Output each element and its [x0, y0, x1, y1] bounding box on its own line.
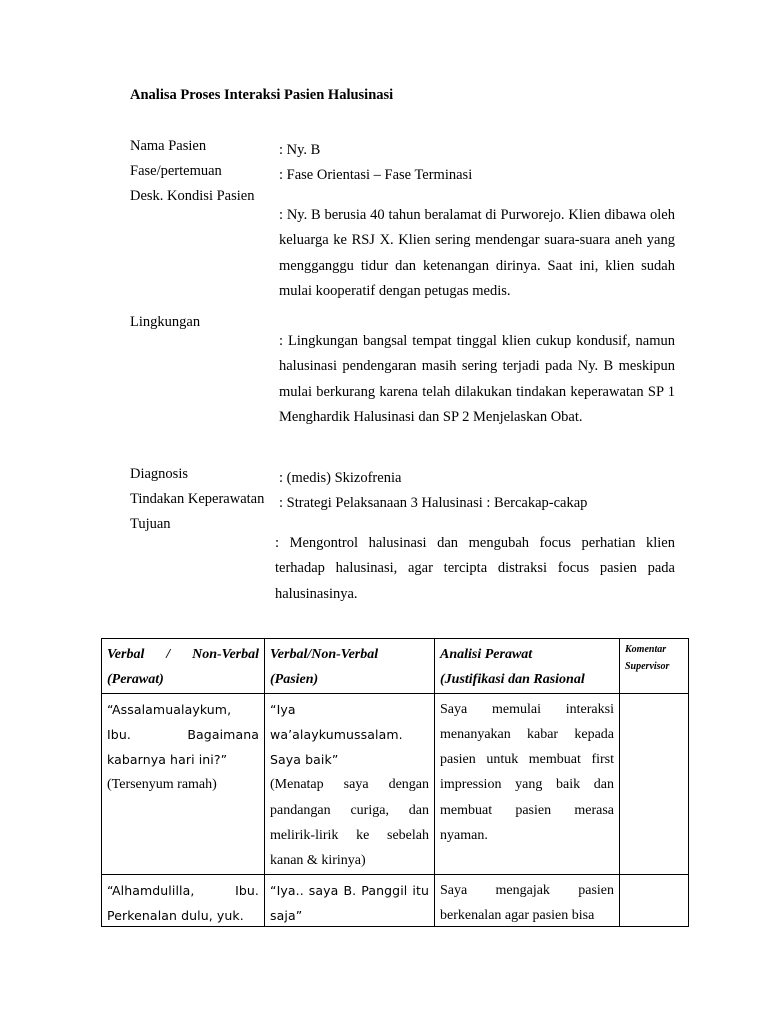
header-perawat: [102, 639, 265, 694]
document-title: Analisa Proses Interaksi Pasien Halusinasi: [130, 87, 394, 103]
header-pasien: [265, 639, 435, 694]
fase-value: : Fase Orientasi – Fase Terminasi: [279, 167, 473, 183]
row2-pasien-speech: “Iya.. saya B. Panggil itu saja”: [270, 882, 429, 923]
row1-perawat: [102, 693, 265, 874]
row2-perawat-speech: “Alhamdulilla, Ibu. Perkenalan dulu, yuk.: [107, 882, 259, 923]
header-analisi: [435, 639, 620, 694]
header-supervisor-line1: Komentar: [625, 644, 667, 655]
row1-pasien-action: (Menatap saya dengan pandangan curiga, dan melirik-lirik ke sebelah kanan & kirinya): [270, 777, 429, 869]
nama-value: : Ny. B: [279, 142, 321, 158]
row1-perawat-speech: “Assalamualaykum, Ibu. Bagaimana kabarnya hari ini?”: [107, 701, 259, 768]
tujuan-label: Tujuan: [130, 516, 171, 532]
row2-perawat: [102, 874, 265, 926]
fase-label: Fase/pertemuan: [130, 163, 222, 179]
header-pasien-line1: Verbal/Non-Verbal: [270, 647, 379, 662]
header-perawat-line1: Verbal / Non-Verbal: [107, 647, 259, 662]
row1-analisi: Saya memulai interaksi menanyakan kabar kepada pasien untuk membuat first impression yang baik dan membuat pasien merasa nyaman.: [435, 693, 620, 874]
diagnosis-value: : (medis) Skizofrenia: [279, 470, 402, 486]
nama-label: Nama Pasien: [130, 138, 207, 154]
row2-analisi: [435, 874, 620, 926]
header-supervisor: [620, 639, 689, 694]
table-row: [102, 693, 689, 874]
table-header-row: [102, 639, 689, 694]
row2-analisi-text: Saya mengajak pasien berkenalan agar pasien bisa: [440, 882, 614, 923]
row1-perawat-action: (Tersenyum ramah): [107, 777, 217, 793]
header-pasien-line2: (Pasien): [270, 672, 319, 688]
row1-supervisor: [620, 693, 689, 874]
row2-supervisor: [620, 874, 689, 926]
header-supervisor-line2: Supervisor: [625, 661, 670, 672]
tujuan-value: : Mengontrol halusinasi dan mengubah focus perhatian klien terhadap halusinasi, agar tercipta distraksi focus pasien pada halusinasinya.: [275, 534, 675, 602]
header-analisi-line2: (Justifikasi dan Rasional: [440, 672, 585, 688]
row2-pasien: [265, 874, 435, 926]
lingkungan-label: Lingkungan: [130, 314, 201, 330]
header-perawat-line2: (Perawat): [107, 672, 164, 688]
table-row: [102, 874, 689, 926]
tindakan-label: Tindakan Keperawatan: [130, 491, 265, 507]
header-analisi-line1: Analisi Perawat: [440, 647, 533, 662]
tindakan-value: : Strategi Pelaksanaan 3 Halusinasi : Bercakap-cakap: [279, 495, 588, 511]
kondisi-label: Desk. Kondisi Pasien: [130, 188, 255, 204]
kondisi-value: : Ny. B berusia 40 tahun beralamat di Purworejo. Klien dibawa oleh keluarga ke RSJ X. Klien sering mendengar suara-suara aneh yang mengganggu tidur dan ketenangan dirinya. Saat ini, klien sudah mulai kooperatif dengan petugas medis.: [279, 206, 675, 299]
row1-pasien: [265, 693, 435, 874]
lingkungan-value: : Lingkungan bangsal tempat tinggal klien cukup kondusif, namun halusinasi pendengaran masih sering terjadi pada Ny. B meskipun mulai berkurang karena telah dilakukan tindakan keperawatan SP 1 Menghardik Halusinasi dan SP 2 Menjelaskan Obat.: [279, 332, 675, 425]
diagnosis-label: Diagnosis: [130, 466, 188, 482]
analysis-table: [101, 638, 689, 927]
row1-pasien-speech: “Iya wa’alaykumussalam. Saya baik”: [270, 701, 403, 768]
